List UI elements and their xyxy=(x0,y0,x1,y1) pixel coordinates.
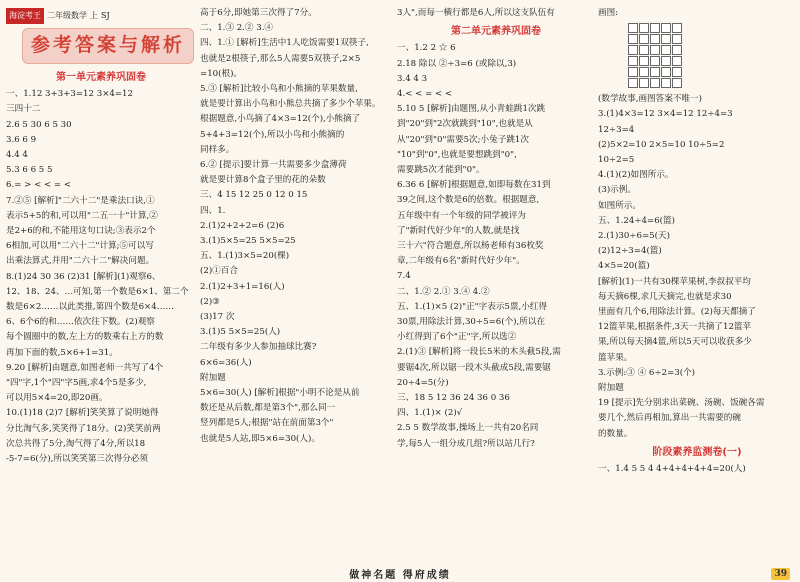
grid-cell xyxy=(628,67,638,77)
dot-grid-figure xyxy=(628,23,796,88)
answer-lines xyxy=(200,6,392,447)
answer-line: 39之间,这个数是6的倍数。根据题意, xyxy=(397,195,540,206)
answer-line: 三、18 5 12 36 24 36 0 36 xyxy=(397,393,510,404)
grid-cell xyxy=(650,23,660,33)
column-2 xyxy=(200,6,392,564)
answer-line: 三十六"符合题意,所以杨老师有36枚奖 xyxy=(397,241,544,252)
answer-lines xyxy=(598,92,796,442)
answer-line: (2)12÷3=4(篮) xyxy=(598,246,662,257)
answer-line: 数还是从后数,都是第3个",那么同一 xyxy=(200,403,336,414)
answer-lines xyxy=(6,87,196,467)
answer-line: 五、1.(1)×5 (2)"正"字表示5票,小红得 xyxy=(397,301,547,312)
column-1 xyxy=(6,6,196,564)
answer-line: 6.36 6 [解析]根据题意,如即每数在31到 xyxy=(397,180,551,191)
answer-line: 3.(1)4×3=12 3×4=12 12÷4=3 xyxy=(598,109,733,120)
answer-line: 要几个,然后再相加,算出一共需要的碗 xyxy=(598,413,741,424)
answer-line: 二、1.③ 2.② 3.④ xyxy=(200,23,274,34)
answer-line: =10(根)。 xyxy=(200,68,243,79)
answer-line: 高于6分,即她第三次得了7分。 xyxy=(200,8,317,18)
grid-cell xyxy=(628,56,638,66)
answer-line: (3)示例。 xyxy=(598,185,636,196)
answer-line: 分比淘气多,笑笑得了18分。(2)笑笑前两 xyxy=(6,423,161,434)
grid-cell xyxy=(672,67,682,77)
answer-line: 20÷4=5(分) xyxy=(397,377,449,388)
answer-line: 次总共得了5分,淘气得了4分,所以18 xyxy=(6,438,146,449)
answer-line: 五年级中有一个年级的同学被评为 xyxy=(397,210,526,221)
grid-cell xyxy=(672,56,682,66)
answer-line: 5.3 6 6 5 5 xyxy=(6,165,53,176)
answer-line: 五、1.24÷4=6(篮) xyxy=(598,215,675,226)
answer-line: 四、1.(1)× (2)√ xyxy=(397,408,463,419)
answer-line: 3.(1)5×5=25 5×5=25 xyxy=(200,236,296,247)
answer-line: 6.= > < < = < xyxy=(6,180,72,191)
answer-line: 五、1.(1)3×5=20(棵) xyxy=(200,251,290,262)
answer-line: 2.(1)③ [解析]将一段长5米的木头截5段,需 xyxy=(397,347,561,358)
answer-line: 可以用5×4=20,即20画。 xyxy=(6,393,108,404)
grade-label: 二年级数学 xyxy=(47,11,87,21)
grid-cell xyxy=(672,34,682,44)
answer-line: 三、4 15 12 25 0 12 0 15 xyxy=(200,190,308,201)
answer-line: 19 [提示]先分别求出菜碗、汤碗、饭碗各需 xyxy=(598,398,765,409)
answer-line: 9.20 [解析]由题意,如图老师一共写了4个 xyxy=(6,362,164,373)
answer-line: (2)5×2=10 2×5=10 10÷5=2 xyxy=(598,139,725,150)
grid-cell xyxy=(661,23,671,33)
answer-line: 附加题 xyxy=(598,383,624,394)
answer-line: (2)①百合 xyxy=(200,266,238,277)
answer-line: 竖列都是5人;根据"站在前面第3个" xyxy=(200,418,334,429)
grid-cell xyxy=(650,34,660,44)
grid-cell xyxy=(661,56,671,66)
grid-cell xyxy=(639,78,649,88)
answer-line: "10"到"0",也就是要想跳到"0", xyxy=(397,149,517,160)
answer-line: 根据题意,小鸟摘了4×3=12(个),小熊摘了 xyxy=(200,114,361,125)
answer-line: 一、1.2 2 ☆ 6 xyxy=(397,43,456,54)
grid-cell xyxy=(672,78,682,88)
answer-line: 5.③ [解析]比较小鸟和小熊摘的苹果数量, xyxy=(200,84,358,95)
answer-line: 2.(1)2+2+2=6 (2)6 xyxy=(200,220,285,231)
answer-line: 四、1. xyxy=(200,205,226,216)
answer-line: 30票,用除法计算,30÷5=6(个),所以在 xyxy=(397,317,546,328)
grid-cell xyxy=(661,45,671,55)
grid-cell xyxy=(650,67,660,77)
answer-line: 3.(1)5 5×5=25(人) xyxy=(200,327,281,338)
grid-cell xyxy=(661,78,671,88)
answer-line: 2.(1)30÷6=5(天) xyxy=(598,231,670,242)
page-title: 参考答案与解析 xyxy=(30,34,185,57)
version-label: SJ xyxy=(101,11,110,21)
answer-line: 表示5+5的和,可以用"二五一十"计算,② xyxy=(6,210,158,221)
title-banner xyxy=(22,28,194,64)
grid-cell xyxy=(628,45,638,55)
footer-slogan: 做神名题 得府成绩 xyxy=(349,569,451,581)
answer-line: 6相加,可以用"二六十二"计算;⑤可以写 xyxy=(6,241,154,252)
answer-line: 7.4 xyxy=(397,271,411,282)
column-4 xyxy=(598,6,796,564)
answer-line: 三四十二 xyxy=(6,104,41,115)
answer-line: 到"20"到"2次就跳到"10",也就是从 xyxy=(397,119,533,130)
grid-cell xyxy=(650,56,660,66)
grid-cell xyxy=(672,23,682,33)
grid-cell xyxy=(628,34,638,44)
answer-line: 4.(1)(2)如图所示。 xyxy=(598,170,674,181)
answer-line: "四"字,1个"四"字5画,求4个5是多少, xyxy=(6,378,147,389)
column-3 xyxy=(397,6,595,564)
answer-line: 画图: xyxy=(598,8,619,18)
answer-line: 3人",而每一横行都是6人,所以这支队伍有 xyxy=(397,8,555,18)
page-header xyxy=(6,6,196,26)
answer-line: 12篮苹果,根据条件,3天一共摘了12篮苹 xyxy=(598,322,752,333)
grid-cell xyxy=(672,45,682,55)
answer-line: 篮苹果。 xyxy=(598,352,633,363)
answer-line: 4.< < = < < xyxy=(397,89,453,100)
answer-line: (数学故事,画图答案不唯一) xyxy=(598,94,702,105)
answer-line: 6、6个6的和……依次往下数。(2)观察 xyxy=(6,317,155,328)
section-title: 第二单元素养巩固卷 xyxy=(451,26,541,38)
answer-line: 一、1.4 5 5 4 4+4+4+4+4=20(人) xyxy=(598,464,746,475)
answer-line: 12÷3=4 xyxy=(598,124,635,135)
grid-cell xyxy=(661,67,671,77)
answer-line: 二、1.② 2.① 3.④ 4.② xyxy=(397,286,490,297)
answer-line: 3.示例:③ ④ 6÷2=3(个) xyxy=(598,367,696,378)
answer-line: 二年级有多少人参加抽球比赛? xyxy=(200,342,317,353)
answer-line: 2.5 5 数学故事,操场上一共有20名同 xyxy=(397,423,539,434)
answer-line: 2.18 除以 ②÷3=6 (或除以,3) xyxy=(397,58,517,69)
answer-line: 的数量。 xyxy=(598,428,633,439)
grid-cell xyxy=(639,56,649,66)
answer-line: 8.(1)24 30 36 (2)31 [解析](1)观察6、 xyxy=(6,271,161,282)
grid-cell xyxy=(639,23,649,33)
answer-line: 6×6=36(人) xyxy=(200,357,252,368)
answer-line: 里面有几个6,用除法计算。(2)每天都摘了 xyxy=(598,307,756,318)
answer-line: 10.(1)18 (2)7 [解析]笑笑算了说明她得 xyxy=(6,408,159,419)
answer-line: 2.6 5 30 6 5 30 xyxy=(6,119,72,130)
answer-line: 3.4 4 3 xyxy=(397,73,428,84)
grid-cell xyxy=(650,45,660,55)
grid-cell xyxy=(650,78,660,88)
answer-line: 如图所示。 xyxy=(598,200,641,211)
answer-line: 数是6×2……以此类推,第四个数是6×4…… xyxy=(6,302,174,313)
answer-line: 3.6 6 9 xyxy=(6,134,37,145)
answer-line: 4.4 4 xyxy=(6,150,28,161)
answer-line: 是2+6的和,不能用这句口诀;③表示2个 xyxy=(6,226,156,237)
answer-line: 每天摘6棵,求几天摘完,也就是求30 xyxy=(598,291,732,302)
answer-line: 4×5=20(篮) xyxy=(598,261,650,272)
answer-line: 章,二年级有6名"新时代好少年"。 xyxy=(397,256,525,267)
answer-line: 就是要计算出小鸟和小熊总共摘了多少个苹果。 xyxy=(200,99,381,110)
section-title: 第一单元素养巩固卷 xyxy=(56,72,146,83)
answer-line: 也就是2根筷子,那么5人需要5双筷子,2×5 xyxy=(200,53,361,64)
answer-line: 就是要计算8个盒子里的花的朵数 xyxy=(200,175,326,186)
answer-line: 小红得到了6个"正"字,所以选② xyxy=(397,332,517,343)
answer-line: 每个圆圈中的数,左上方的数乘右上方的数 xyxy=(6,332,164,343)
answer-line: 5.10 5 [解析]由题图,从小青蛙跳1次跳 xyxy=(397,104,546,115)
grid-cell xyxy=(661,34,671,44)
answer-line: 10÷2=5 xyxy=(598,155,635,166)
answer-line: 12、18、24、…可知,第一个数是6×1、第二个 xyxy=(6,286,189,297)
answer-line: 出乘法算式,并用"二六十二"解决问题。 xyxy=(6,256,155,267)
answer-line: 附加题 xyxy=(200,372,226,383)
answer-lines xyxy=(397,41,595,451)
brand-label: 海淀考王 xyxy=(6,8,44,23)
answer-line: 也就是5人站,即5×6=30(人)。 xyxy=(200,433,320,444)
answer-line: 学,每5人一组分成几组?所以站几行? xyxy=(397,438,535,449)
answer-line: [解析](1)一共有30棵苹果树,李叔叔平均 xyxy=(598,276,751,287)
grid-cell xyxy=(639,67,649,77)
answer-line: 6.② [提示]要计算一共需要多少盒薄荷 xyxy=(200,160,347,171)
answer-line: 果,所以每天摘4篮,所以5天可以收获多少 xyxy=(598,337,752,348)
answer-line: 2.(1)2+3+1=16(人) xyxy=(200,281,285,292)
grid-cell xyxy=(628,23,638,33)
answer-line: 一、1.12 3+3+3=12 3×4=12 xyxy=(6,89,133,100)
answer-line: 7.②⑤ [解析]"二六十二"是乘法口诀,① xyxy=(6,195,155,206)
answer-line: 同样多。 xyxy=(200,144,235,155)
answer-line: 四、1.① [解析]生活中1人吃饭需要1双筷子, xyxy=(200,38,369,49)
answer-line: 再加下面的数,5×6+1=31。 xyxy=(6,347,118,358)
answer-line: 需要跳5次才能到"0"。 xyxy=(397,165,485,176)
page-number: 39 xyxy=(771,568,790,580)
answer-line: 5+4+3=12(个),所以小鸟和小熊摘的 xyxy=(200,129,345,140)
section-title: 阶段素养监测卷(一) xyxy=(652,446,742,458)
grid-cell xyxy=(639,45,649,55)
answer-line: (3)17 次 xyxy=(200,312,235,323)
grid-cell xyxy=(639,34,649,44)
answer-line: (2)③ xyxy=(200,296,220,307)
answer-line: 5×6=30(人) [解析]根据"小明不论是从前 xyxy=(200,388,360,399)
answer-line: 要锯4次,所以锯一段木头截成5段,需要锯 xyxy=(397,362,551,373)
answer-line: 从"20"到"0"需要5次;小兔子跳1次 xyxy=(397,134,529,145)
answer-line: 了"新时代好少年"的人数,就是找 xyxy=(397,225,520,236)
answer-line: -5-7=6(分),所以笑笑第三次得分必须 xyxy=(6,454,148,465)
grid-cell xyxy=(628,78,638,88)
term-label: 上 xyxy=(90,11,98,21)
